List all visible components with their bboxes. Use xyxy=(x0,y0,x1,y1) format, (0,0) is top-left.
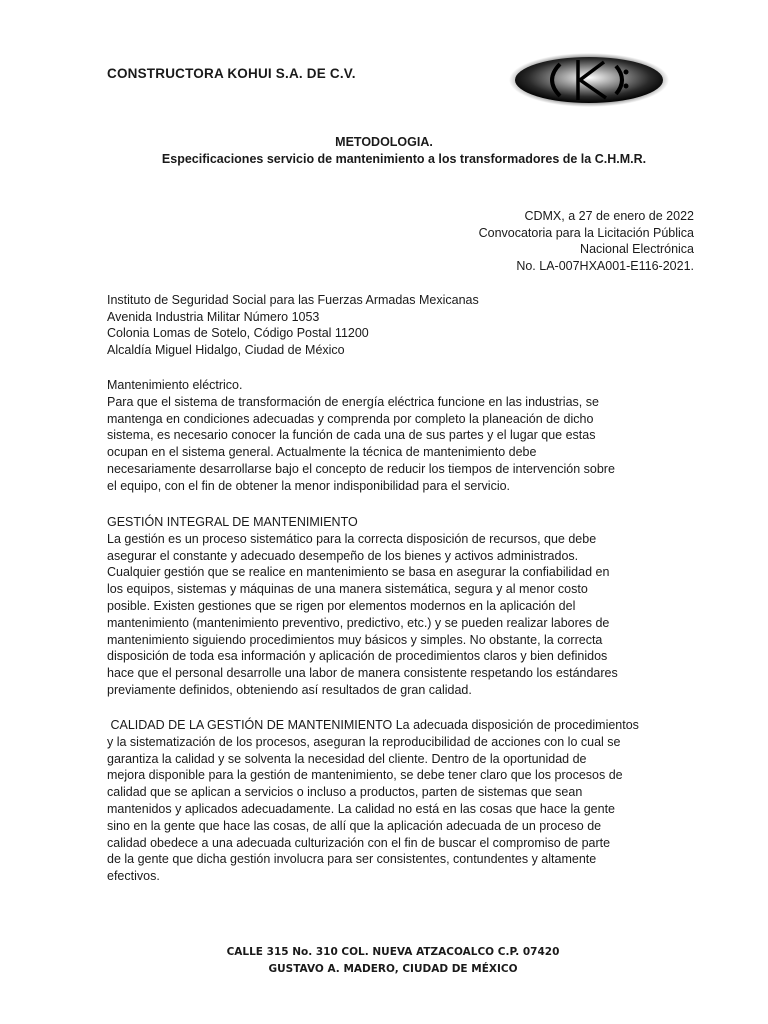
paragraph-line: sistema, es necesario conocer la función de cada una de sus partes y el lugar que estas xyxy=(107,428,596,443)
address-line: Alcaldía Miguel Hidalgo, Ciudad de México xyxy=(107,342,345,357)
paragraph-line: previamente definidos, obteniendo así resultados de gran calidad. xyxy=(107,682,472,697)
convocatoria-line: Nacional Electrónica xyxy=(580,242,694,256)
paragraph-line: disposición de toda esa información y aplicación de procedimientos claros y bien definidos xyxy=(107,649,608,664)
paragraph-line: sino en la gente que hace las cosas, de allí que la aplicación adecuada de un proceso de xyxy=(107,818,602,833)
paragraph-line: mantenga en condiciones adecuadas y comprenda por completo la planeación de dicho xyxy=(107,411,594,426)
paragraph-line: mejora disponible para la gestión de mantenimiento, se debe tener claro que los procesos de xyxy=(107,768,623,783)
paragraph-line: posible. Existen gestiones que se rigen por elementos modernos en la aplicación del xyxy=(107,598,576,613)
section-heading: Mantenimiento eléctrico. xyxy=(107,378,243,392)
paragraph-line: Cualquier gestión que se realice en mantenimiento se basa en asegurar la confiabilidad en xyxy=(107,565,610,580)
title-line-1: METODOLOGIA. xyxy=(335,135,433,149)
section-heading: GESTIÓN INTEGRAL DE MANTENIMIENTO xyxy=(107,515,358,529)
paragraph-line: garantiza la calidad y se solventa la necesidad del cliente. Dentro de la oportunidad de xyxy=(107,751,587,766)
paragraph-line: mantenidos y aplicados adecuadamente. La calidad no está en las cosas que hace la gente xyxy=(107,801,615,816)
paragraph-line: de la gente que dicha gestión involucra para ser consistentes, contundentes y altamente xyxy=(107,852,597,867)
section-gestion-integral xyxy=(107,514,697,699)
paragraph-line: mantenimiento siguiendo procedimientos muy básicos y simples. No obstante, la correcta xyxy=(107,632,603,647)
paragraph-line: calidad que se aplican a servicios o incluso a productos, parten de sistemas que sean xyxy=(107,785,583,800)
address-line: Avenida Industria Militar Número 1053 xyxy=(107,309,320,324)
paragraph-line: La gestión es un proceso sistemático para la correcta disposición de recursos, que debe xyxy=(107,531,597,546)
recipient-address xyxy=(107,292,479,358)
paragraph-line: necesariamente desarrollarse bajo el concepto de reducir los tiempos de intervención sobre xyxy=(107,461,615,476)
paragraph-line: calidad obedece a una adecuada culturización con el fin de buscar el compromiso de parte xyxy=(107,835,611,850)
paragraph-line: asegurar el constante y adecuado desempeño de los bienes y activos administrados. xyxy=(107,548,579,563)
footer-line-1: CALLE 315 No. 310 COL. NUEVA ATZACOALCO C.P. 07420 xyxy=(226,946,560,958)
paragraph-line: CALIDAD DE LA GESTIÓN DE MANTENIMIENTO La adecuada disposición de procedimientos xyxy=(107,718,639,732)
document-title xyxy=(0,134,768,168)
paragraph-line: Para que el sistema de transformación de energía eléctrica funcione en las industrias, se xyxy=(107,394,599,409)
date-line: CDMX, a 27 de enero de 2022 xyxy=(524,209,694,223)
paragraph-line: y la sistematización de los procesos, aseguran la reproducibilidad de acciones con lo cual se xyxy=(107,734,621,749)
section-mantenimiento-electrico xyxy=(107,377,697,495)
footer-address xyxy=(0,944,768,978)
section-calidad-gestion xyxy=(107,717,697,885)
paragraph-line: los equipos, sistemas y máquinas de una manera sistemática, segura y al menor costo xyxy=(107,582,588,597)
company-logo xyxy=(508,52,670,108)
date-block xyxy=(479,208,694,274)
address-line: Colonia Lomas de Sotelo, Código Postal 11200 xyxy=(107,326,369,340)
paragraph-line: el equipo, con el fin de obtener la menor indisponibilidad para el servicio. xyxy=(107,478,511,493)
convocatoria-line: Convocatoria para la Licitación Pública xyxy=(478,225,694,240)
company-name: CONSTRUCTORA KOHUI S.A. DE C.V. xyxy=(107,66,356,81)
title-line-2: Especificaciones servicio de mantenimiento a los transformadores de la C.H.M.R. xyxy=(161,152,647,166)
paragraph-line: ocupan en el sistema general. Actualmente la técnica de mantenimiento debe xyxy=(107,445,537,460)
paragraph-line: hace que el personal desarrolle una labor de manera consistente respetando los estándares xyxy=(107,666,618,681)
licitacion-number: No. LA-007HXA001-E116-2021. xyxy=(516,258,694,273)
address-line: Instituto de Seguridad Social para las Fuerzas Armadas Mexicanas xyxy=(107,293,479,307)
footer-line-2: GUSTAVO A. MADERO, CIUDAD DE MÉXICO xyxy=(268,963,518,975)
paragraph-line: efectivos. xyxy=(107,869,160,884)
paragraph-line: mantenimiento (mantenimiento preventivo, predictivo, etc.) y se pueden realizar labores de xyxy=(107,615,610,630)
